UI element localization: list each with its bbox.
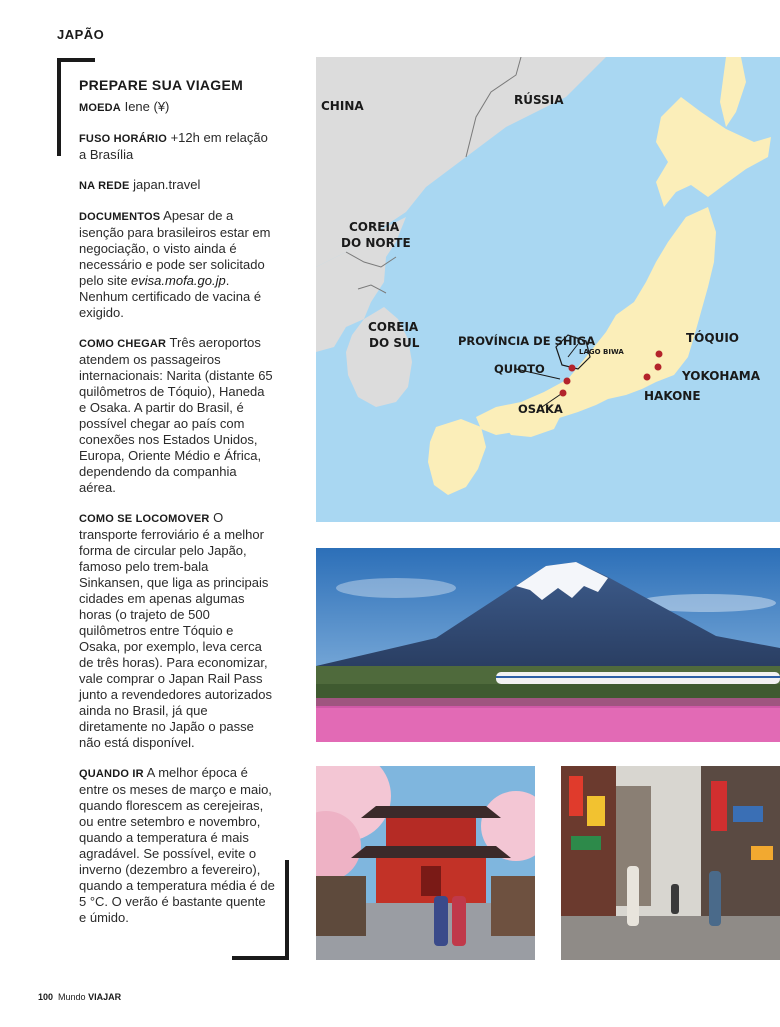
info-item-transport <box>79 510 275 751</box>
marker-yokohama <box>655 364 662 371</box>
marker-shiga <box>569 365 576 372</box>
section-tag: JAPÃO <box>57 27 105 42</box>
marker-tokyo <box>656 351 663 358</box>
train-stripe <box>496 676 780 678</box>
info-text: O transporte ferroviário é a melhor forma de circular pelo Japão, famoso pelo trem-bala Sinkansen, que liga as principais cidades em apenas algumas horas (o trajeto de 500 quilômetros entre Tóquio e Osaka, por exemplo, leva cerca de três horas). Para economizar, vale comprar o Japan Rail Pass junto a revendedores autorizados ainda no Brasil, já que diretamente no Japão o passe não está disponível. <box>79 510 272 750</box>
page-number: 100 <box>38 992 54 1002</box>
info-item-website <box>79 177 275 194</box>
visa-site-link: evisa.mofa.go.jp <box>131 273 226 288</box>
info-label: COMO SE LOCOMOVER <box>79 513 210 525</box>
sidebar-title: PREPARE SUA VIAGEM <box>79 77 244 93</box>
info-text: A melhor época é entre os meses de março e maio, quando florescem as cerejeiras, ou entre setembro e novembro, quando a temperatura é mais agradável. Se possível, evite o inverno (dezembro a fevereiro), quando a temperatura média é de 5 °C. O verão é bastante quente e úmido. <box>79 765 275 925</box>
street-illustration <box>561 766 780 960</box>
info-item-timezone <box>79 130 275 163</box>
marker-hakone <box>644 374 651 381</box>
pedestrian <box>709 871 721 926</box>
sign <box>733 806 763 822</box>
label-china: CHINA <box>321 99 364 113</box>
label-north-korea-1: COREIA <box>349 220 400 234</box>
page-footer <box>38 992 121 1002</box>
shop-right <box>491 876 535 936</box>
info-item-when-to-go <box>79 765 275 926</box>
info-text: Iene (¥) <box>124 99 170 114</box>
travel-info-sidebar <box>79 77 275 940</box>
info-text: . Nenhum certificado de vacina é exigido. <box>79 273 262 320</box>
sign <box>569 776 583 816</box>
marker-kyoto <box>564 378 571 385</box>
map-svg <box>316 57 780 522</box>
label-south-korea-1: COREIA <box>368 320 419 334</box>
info-item-currency <box>79 99 275 116</box>
label-russia: RÚSSIA <box>514 93 564 107</box>
label-yokohama: YOKOHAMA <box>682 369 760 383</box>
photo-mount-fuji-train <box>316 548 780 742</box>
flower-edge <box>316 698 780 708</box>
temple-illustration <box>316 766 535 960</box>
label-osaka: OSAKA <box>518 402 563 416</box>
marker-osaka <box>560 390 567 397</box>
label-kyoto: QUIOTO <box>494 362 545 376</box>
sign <box>571 836 601 850</box>
japan-map <box>316 57 780 522</box>
label-shiga: PROVÍNCIA DE SHIGA <box>458 334 596 348</box>
label-north-korea-2: DO NORTE <box>341 236 411 250</box>
pedestrian <box>627 866 639 926</box>
sign <box>711 781 727 831</box>
temple-roof <box>361 806 501 818</box>
label-south-korea-2: DO SUL <box>369 336 420 350</box>
info-text: Apesar de a isenção para brasileiros estar em negociação, o visto ainda é necessário e pode ser solicitado pelo site <box>79 208 271 288</box>
label-tokyo: TÓQUIO <box>686 331 739 345</box>
shop-left <box>316 876 366 936</box>
cloud <box>336 578 456 598</box>
info-label: FUSO HORÁRIO <box>79 133 167 145</box>
fuji-illustration <box>316 548 780 742</box>
label-hakone: HAKONE <box>644 389 701 403</box>
road <box>561 916 780 960</box>
sign <box>751 846 773 860</box>
temple-upper <box>386 818 476 846</box>
brand-light: Mundo <box>58 992 86 1002</box>
info-item-arrival <box>79 335 275 496</box>
info-label: DOCUMENTOS <box>79 211 161 223</box>
label-lake-biwa: LAGO BIWA <box>579 348 624 356</box>
kimono-person <box>434 896 448 946</box>
kimono-person <box>452 896 466 946</box>
temple-roof-lower <box>351 846 511 858</box>
info-label: COMO CHEGAR <box>79 338 167 350</box>
sign <box>587 796 605 826</box>
info-text: Três aeroportos atendem os passageiros internacionais: Narita (distante 65 quilômetros de Tóquio), Haneda e Osaka. A partir do Brasil, é possível chegar ao país com conexões nos Estados Unidos, Europa, Oriente Médio e África, dependendo da companhia aérea. <box>79 335 273 495</box>
info-item-documents <box>79 208 275 321</box>
info-text: japan.travel <box>133 177 201 192</box>
photo-temple-cherry-blossoms <box>316 766 535 960</box>
pedestrian <box>671 884 679 914</box>
brand-bold: VIAJAR <box>88 992 122 1002</box>
info-text: +12h em relação a Brasília <box>79 130 268 162</box>
info-label: QUANDO IR <box>79 768 144 780</box>
info-label: NA REDE <box>79 180 130 192</box>
pink-flowers <box>316 706 780 742</box>
temple-door <box>421 866 441 896</box>
photo-tokyo-street <box>561 766 780 960</box>
info-label: MOEDA <box>79 102 121 114</box>
